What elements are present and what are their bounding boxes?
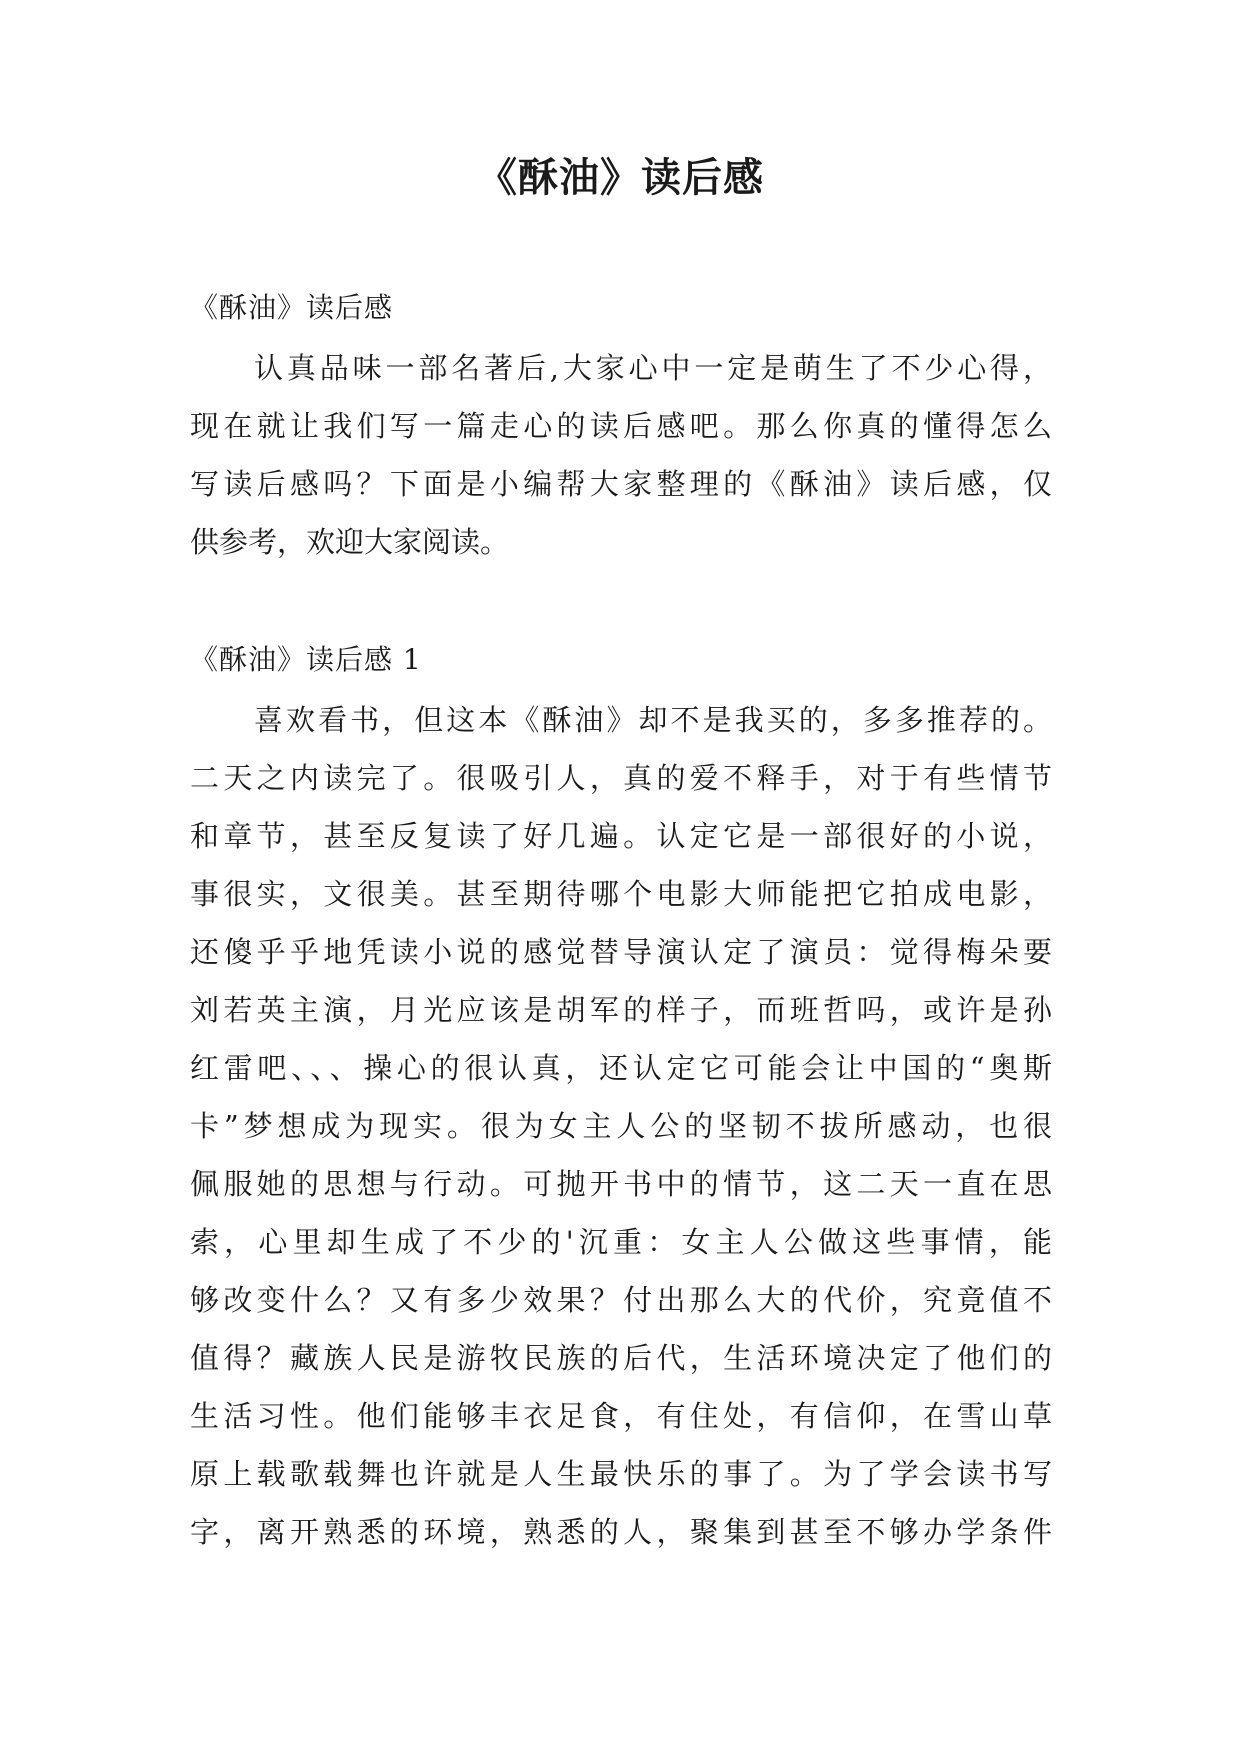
section1-line-9: 佩服她的思想与行动。可抛开书中的情节，这二天一直在思 [190, 1167, 1052, 1201]
section1-line-5: 还傻乎乎地凭读小说的感觉替导演认定了演员：觉得梅朵要 [190, 935, 1052, 969]
section1-line-2: 二天之内读完了。很吸引人，真的爱不释手，对于有些情节 [190, 761, 1052, 795]
section1-line-4: 事很实，文很美。甚至期待哪个电影大师能把它拍成电影， [190, 877, 1052, 911]
section1-line-6: 刘若英主演，月光应该是胡军的样子，而班哲吗，或许是孙 [190, 993, 1052, 1027]
section1-line-14: 原上载歌载舞也许就是人生最快乐的事了。为了学会读书写 [190, 1457, 1052, 1491]
section1-line-1: 喜欢看书，但这本《酥油》却不是我买的，多多推荐的。 [254, 703, 1052, 737]
section1-line-7: 红雷吧、、、操心的很认真，还认定它可能会让中国的“奥斯 [190, 1051, 1052, 1085]
section1-line-11: 够改变什么？又有多少效果？付出那么大的代价，究竟值不 [190, 1283, 1052, 1317]
section1-line-12: 值得？藏族人民是游牧民族的后代，生活环境决定了他们的 [190, 1341, 1052, 1375]
section1-line-3: 和章节，甚至反复读了好几遍。认定它是一部很好的小说， [190, 819, 1052, 853]
intro-line-3: 写读后感吗？下面是小编帮大家整理的《酥油》读后感，仅 [190, 467, 1052, 501]
section1-line-8: 卡”梦想成为现实。很为女主人公的坚韧不拔所感动，也很 [190, 1109, 1052, 1143]
intro-line-2: 现在就让我们写一篇走心的读后感吧。那么你真的懂得怎么 [190, 409, 1052, 443]
section1-line-13: 生活习性。他们能够丰衣足食，有住处，有信仰，在雪山草 [190, 1399, 1052, 1433]
intro-line-1: 认真品味一部名著后,大家心中一定是萌生了不少心得， [254, 351, 1052, 385]
intro-heading: 《酥油》读后感 [190, 291, 394, 324]
intro-line-4: 供参考，欢迎大家阅读。 [190, 525, 510, 559]
section1-line-10: 索，心里却生成了不少的'沉重：女主人公做这些事情，能 [190, 1225, 1052, 1259]
document-title: 《酥油》读后感 [477, 155, 764, 201]
section1-line-15: 字，离开熟悉的环境，熟悉的人，聚集到甚至不够办学条件 [190, 1515, 1052, 1549]
section1-heading: 《酥油》读后感 1 [190, 643, 422, 676]
